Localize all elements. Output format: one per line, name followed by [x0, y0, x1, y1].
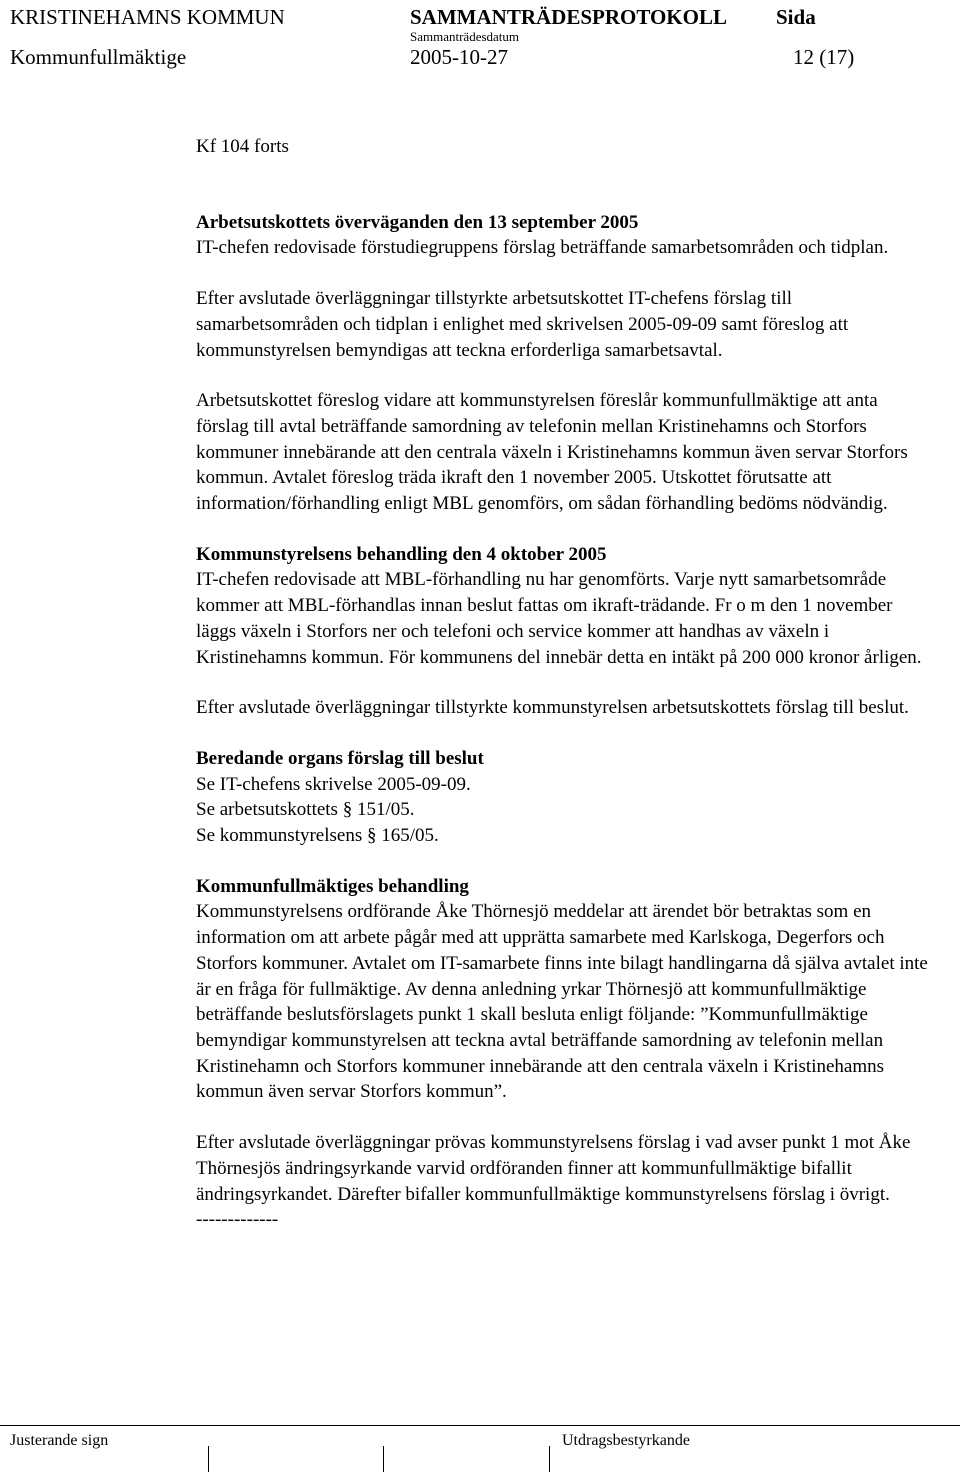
page-number: 12 (17)	[793, 45, 855, 69]
signature-label: Justerande sign	[10, 1432, 109, 1449]
heading-council-treatment: Kommunfullmäktiges behandling	[196, 875, 469, 897]
section-reference: Kf 104 forts	[196, 136, 289, 157]
paragraph: Efter avslutade överläggningar tillstyrkte kommunstyrelsen arbetsutskottets förslag till beslut.	[196, 697, 909, 719]
paragraph: Kommunstyrelsens ordförande Åke Thörnesjö meddelar att ärendet bör betraktas som en information om att arbete pågår med att upprätta samarbete med Karlskoga, Degerfors och Storfors kommuner. Avtalet om IT-samarbete finns inte bilagt handlingarna då själva avtalet inte är en fråga för fullmäktige. Av denna anledning yrkar Thörnesjö att kommunfullmäktige beträffande beslutsförslagets punkt 1 skall besluta enligt följande: ”Kommunfullmäktige bemyndigar kommunstyrelsen att teckna avtal beträffande samordning av telefonin mellan Kristinehamn och Storfors kommuner innebärande att den centrala växeln i Kristinehamns kommun även servar Storfors kommun”.	[196, 901, 928, 1103]
paragraph: Efter avslutade överläggningar tillstyrkte arbetsutskottet IT-chefens förslag till samarbetsområden och tidplan i enlighet med skrivelsen 2005-09-09 samt föreslog att kommunstyrelsen bemyndigas att teckna erforderliga samarbetsavtal.	[196, 288, 849, 361]
reference-line: Se kommunstyrelsens § 165/05.	[196, 825, 439, 847]
footer-rule	[0, 1425, 960, 1426]
page-label: Sida	[776, 5, 816, 29]
paragraph: Arbetsutskottet föreslog vidare att kommunstyrelsen föreslår kommunfullmäktige att anta förslag till avtal beträffande samordning av telefonin mellan Kristinehamns och Storfors kommuner innebärande att den centrala växeln i Kristinehamns kommun även servar Storfors kommun. Avtalet föreslog träda ikraft den 1 november 2005. Utskottet förutsatte att information/förhandling enligt MBL genomförs, om sådan förhandling bedöms nödvändig.	[196, 390, 908, 515]
signature-box-divider	[208, 1446, 209, 1472]
protocol-body	[196, 134, 931, 1233]
reference-line: Se arbetsutskottets § 151/05.	[196, 799, 415, 821]
paragraph: IT-chefen redovisade att MBL-förhandling nu har genomförts. Varje nytt samarbetsområde kommer att MBL-förhandlas innan beslut fattas om ikraft-trädande. Fr o m den 1 november läggs växeln i Storfors ner och telefoni och service kommer att handhas av växeln i Kristinehamns kommun. För kommunens del innebär detta en intäkt på 200 000 kronor årligen.	[196, 569, 922, 668]
reference-line: Se IT-chefens skrivelse 2005-09-09.	[196, 773, 471, 795]
signature-box-divider	[383, 1446, 384, 1472]
meeting-body: Kommunfullmäktige	[10, 45, 187, 69]
heading-committee-considerations: Arbetsutskottets överväganden den 13 september 2005	[196, 211, 639, 233]
meeting-date-label: Sammanträdesdatum	[410, 29, 520, 44]
heading-preparatory-proposal: Beredande organs förslag till beslut	[196, 747, 484, 769]
document-type: SAMMANTRÄDESPROTOKOLL	[410, 5, 727, 29]
municipality-name: KRISTINEHAMNS KOMMUN	[10, 5, 285, 29]
heading-executive-board-treatment: Kommunstyrelsens behandling den 4 oktober 2005	[196, 543, 607, 565]
paragraph: IT-chefen redovisade förstudiegruppens förslag beträffande samarbetsområden och tidplan.	[196, 237, 889, 259]
separator-dashes: -------------	[196, 1209, 279, 1231]
meeting-date: 2005-10-27	[410, 45, 508, 69]
paragraph: Efter avslutade överläggningar prövas kommunstyrelsens förslag i vad avser punkt 1 mot Åke Thörnesjös ändringsyrkande varvid ordföranden finner att kommunfullmäktige bifallit ändringsyrkandet. Därefter bifaller kommunfullmäktige kommunstyrelsens förslag i övrigt.	[196, 1132, 911, 1205]
extract-certification-label: Utdragsbestyrkande	[562, 1432, 690, 1449]
signature-box-divider	[549, 1446, 550, 1472]
